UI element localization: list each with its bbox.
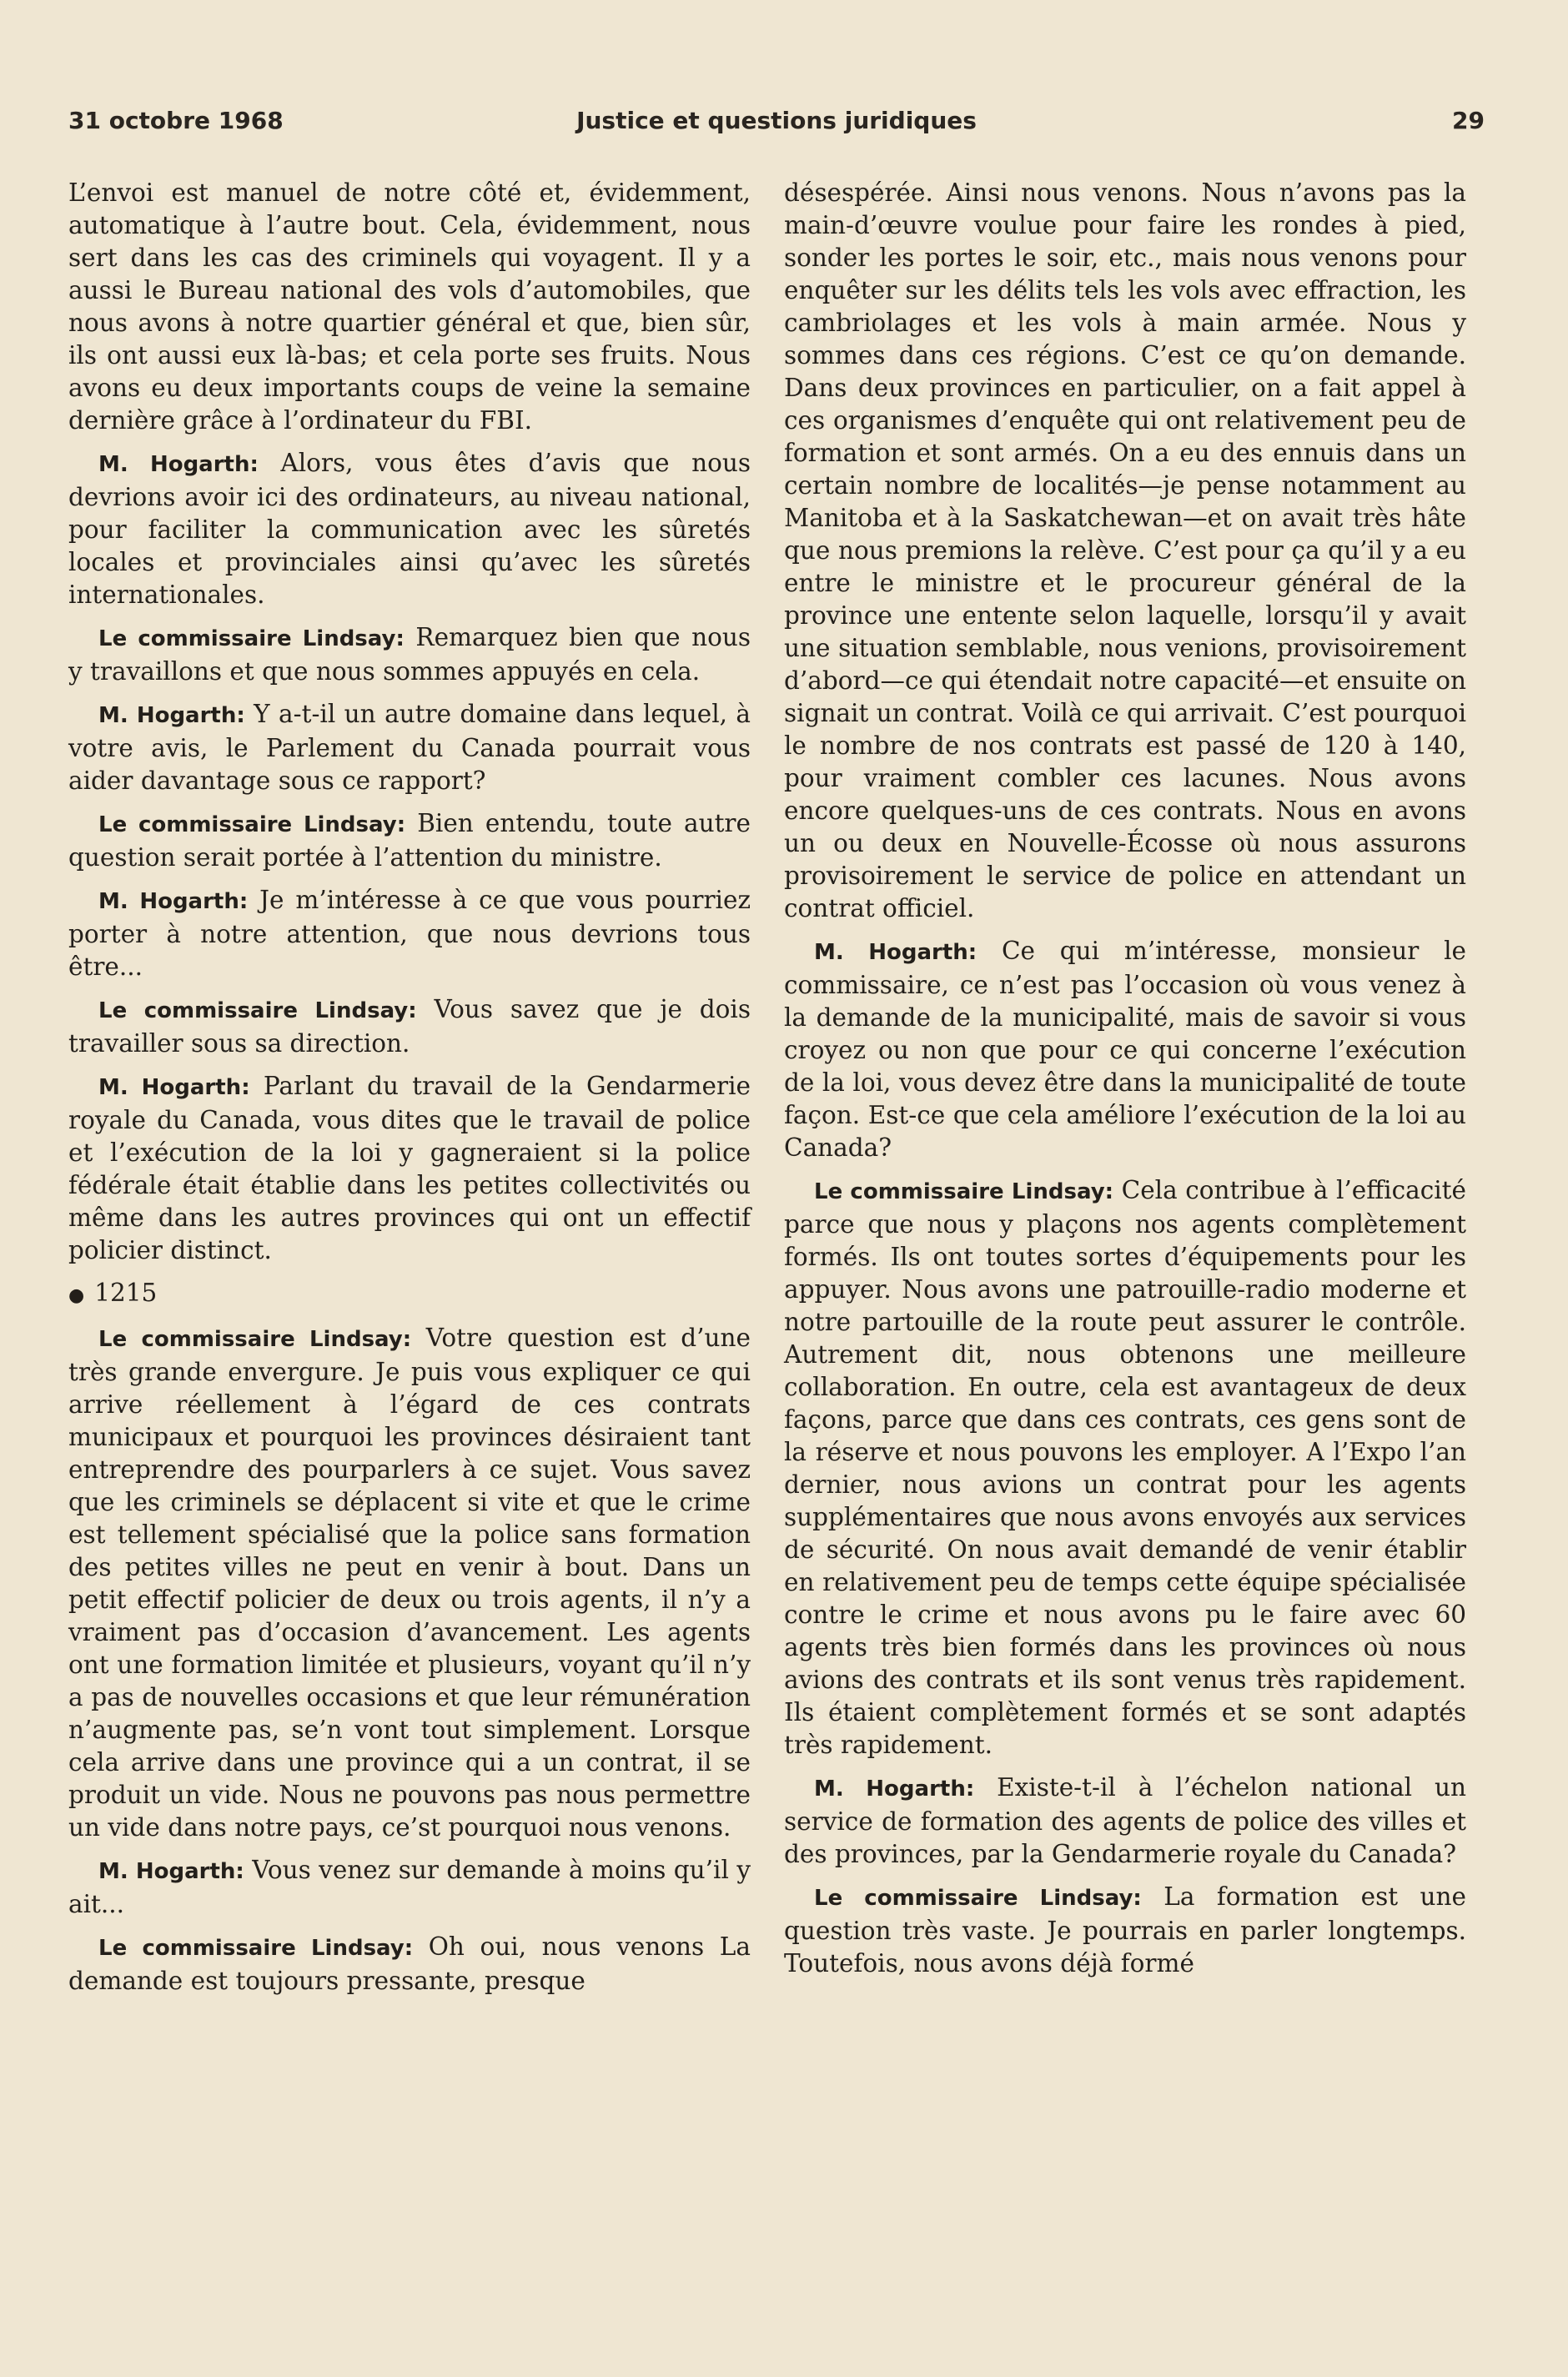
speaker-name: Le commissaire Lindsay: xyxy=(98,626,405,651)
speaker-name: Le commissaire Lindsay: xyxy=(814,1179,1114,1204)
paragraph xyxy=(68,1854,751,1921)
paragraph xyxy=(68,1931,751,1998)
page-number: 29 xyxy=(1452,107,1485,134)
paragraph xyxy=(784,1174,1466,1761)
speech-text: Alors, vous êtes d’avis que nous devrions avoir ici des ordinateurs, au niveau national, pour faciliter la communication avec les sûretés locales et provinciales ainsi qu’avec les sûretés internationales. xyxy=(68,449,751,609)
paragraph xyxy=(68,993,751,1060)
page-header xyxy=(68,107,1485,143)
speech-text: Existe-t-il à l’échelon national un service de formation des agents de police des villes et des provinces, par la Gendarmerie royale du Canada? xyxy=(784,1773,1466,1868)
speech-text: Votre question est d’une très grande envergure. Je puis vous expliquer ce qui arrive réellement à l’égard de ces contrats municipaux et pourquoi les provinces désiraient tant entreprendre des pourparlers à ce sujet. Vous savez que les criminels se déplacent si vite et que le crime est tellement spécialisé que la police sans formation des petites villes ne peut en venir à bout. Dans un petit effectif policier de deux ou trois agents, il n’y a vraiment pas d’occasion d’avancement. Les agents ont une formation limitée et plusieurs, voyant qu’il n’y a pas de nouvelles occasions et que leur rémunération n’augmente pas, se’n vont tout simplement. Lorsque cela arrive dans une province qui a un contrat, il se produit un vide. Nous ne pouvons pas nous permettre un vide dans notre pays, ce’st pourquoi nous venons. xyxy=(68,1324,751,1842)
header-title: Justice et questions juridiques xyxy=(576,107,977,134)
speaker-name: Le commissaire Lindsay: xyxy=(814,1886,1142,1911)
speaker-name: M. Hogarth: xyxy=(814,940,977,965)
speaker-name: Le commissaire Lindsay: xyxy=(98,812,406,837)
speech-text: Je m’intéresse à ce que vous pourriez porter à notre attention, que nous devrions tous être... xyxy=(68,886,751,981)
speaker-name: Le commissaire Lindsay: xyxy=(98,1936,414,1961)
bullet-icon: ● xyxy=(68,1285,85,1306)
speech-text: Y a-t-il un autre domaine dans lequel, à votre avis, le Parlement du Canada pourrait vous aider davantage sous ce rapport? xyxy=(68,700,751,795)
header-date: 31 octobre 1968 xyxy=(68,107,284,134)
speech-text: Ce qui m’intéresse, monsieur le commissaire, ce n’est pas l’occasion où vous venez à la demande de la municipalité, mais de savoir si vous croyez ou non que pour ce qui concerne l’exécution de la loi, vous devez être dans la municipalité de toute façon. Est-ce que cela améliore l’exécution de la loi au Canada? xyxy=(784,937,1466,1162)
speech-text: Remarquez bien que nous y travaillons et que nous sommes appuyés en cela. xyxy=(68,623,751,686)
speech-text: Parlant du travail de la Gendarmerie royale du Canada, vous dites que le travail de police et l’exécution de la loi y gagneraient si la police fédérale était établie dans les petites collectivités ou même dans les autres provinces qui ont un effectif policier distinct. xyxy=(68,1072,751,1264)
time-marker xyxy=(68,1277,751,1312)
right-column xyxy=(784,177,1466,1990)
paragraph xyxy=(68,447,751,611)
paragraph xyxy=(68,807,751,874)
speaker-name: Le commissaire Lindsay: xyxy=(98,998,417,1023)
speech-text: Cela contribue à l’efficacité parce que nous y plaçons nos agents complètement formés. Ils ont toutes sortes d’équipements pour les appuyer. Nous avons une patrouille-radio moderne et notre partouille de la route peut assurer le contrôle. Autrement dit, nous obtenons une meilleure collaboration. En outre, cela est avantageux de deux façons, parce que dans ces contrats, ces gens sont de la réserve et nous pouvons les employer. A l’Expo l’an dernier, nous avions un contrat pour les agents supplémentaires que nous avons envoyés aux services de sécurité. On nous avait demandé de venir établir en relativement peu de temps cette équipe spécialisée contre le crime et nous avons pu le faire avec 60 agents très bien formés dans les provinces où nous avions des contrats et ils sont venus très rapidement. Ils étaient complètement formés et se sont adaptés très rapidement. xyxy=(784,1176,1466,1759)
speaker-name: Le commissaire Lindsay: xyxy=(98,1327,412,1352)
left-column xyxy=(68,177,751,2008)
speaker-name: M. Hogarth: xyxy=(98,703,245,728)
speech-text: Vous savez que je dois travailler sous sa direction. xyxy=(68,995,751,1058)
paragraph xyxy=(784,1881,1466,1980)
paragraph xyxy=(68,1070,751,1267)
paragraph: L’envoi est manuel de notre côté et, évidemment, automatique à l’autre bout. Cela, évidemment, nous sert dans les cas des criminels qui voyagent. Il y a aussi le Bureau national des vols d’automobiles, que nous avons à notre quartier général et que, bien sûr, ils ont aussi eux là-bas; et cela porte ses fruits. Nous avons eu deux importants coups de veine la semaine dernière grâce à l’ordinateur du FBI. xyxy=(68,178,751,435)
paragraph xyxy=(68,621,751,688)
speech-text: Oh oui, nous venons La demande est toujours pressante, presque xyxy=(68,1932,751,1995)
paragraph xyxy=(784,1771,1466,1871)
speaker-name: M. Hogarth: xyxy=(814,1776,975,1802)
speaker-name: M. Hogarth: xyxy=(98,452,259,477)
paragraph xyxy=(68,884,751,983)
speaker-name: M. Hogarth: xyxy=(98,1859,244,1884)
paragraph: désespérée. Ainsi nous venons. Nous n’avons pas la main-d’œuvre voulue pour faire les rondes à pied, sonder les portes le soir, etc., mais nous venons pour enquêter sur les délits tels les vols avec effraction, les cambriolages et les vols à main armée. Nous y sommes dans ces régions. C’est ce qu’on demande. Dans deux provinces en particulier, on a fait appel à ces organismes d’enquête qui ont relativement peu de formation et sont armés. On a eu des ennuis dans un certain nombre de localités—je pense notamment au Manitoba et à la Saskatchewan—et on avait très hâte que nous premions la relève. C’est pour ça qu’il y a eu entre le ministre et le procureur général de la province une entente selon laquelle, lorsqu’il y avait une situation semblable, nous venions, provisoirement d’abord—ce qui étendait notre capacité—et ensuite on signait un contrat. Voilà ce qui arrivait. C’est pourquoi le nombre de nos contrats est passé de 120 à 140, pour vraiment combler ces lacunes. Nous avons encore quelques-uns de ces contrats. Nous en avons un ou deux en Nouvelle-Écosse où nous assurons provisoirement le service de police en attendant un contrat officiel. xyxy=(784,178,1466,922)
speaker-name: M. Hogarth: xyxy=(98,1075,250,1100)
speech-text: La formation est une question très vaste. Je pourrais en parler longtemps. Toutefois, nous avons déjà formé xyxy=(784,1882,1466,1977)
paragraph xyxy=(68,1322,751,1844)
paragraph xyxy=(68,698,751,797)
time-marker-text: 1215 xyxy=(94,1279,158,1307)
speaker-name: M. Hogarth: xyxy=(98,889,249,914)
speech-text: Vous venez sur demande à moins qu’il y ait... xyxy=(68,1856,751,1918)
speech-text: Bien entendu, toute autre question serait portée à l’attention du ministre. xyxy=(68,809,751,872)
paragraph xyxy=(784,935,1466,1164)
